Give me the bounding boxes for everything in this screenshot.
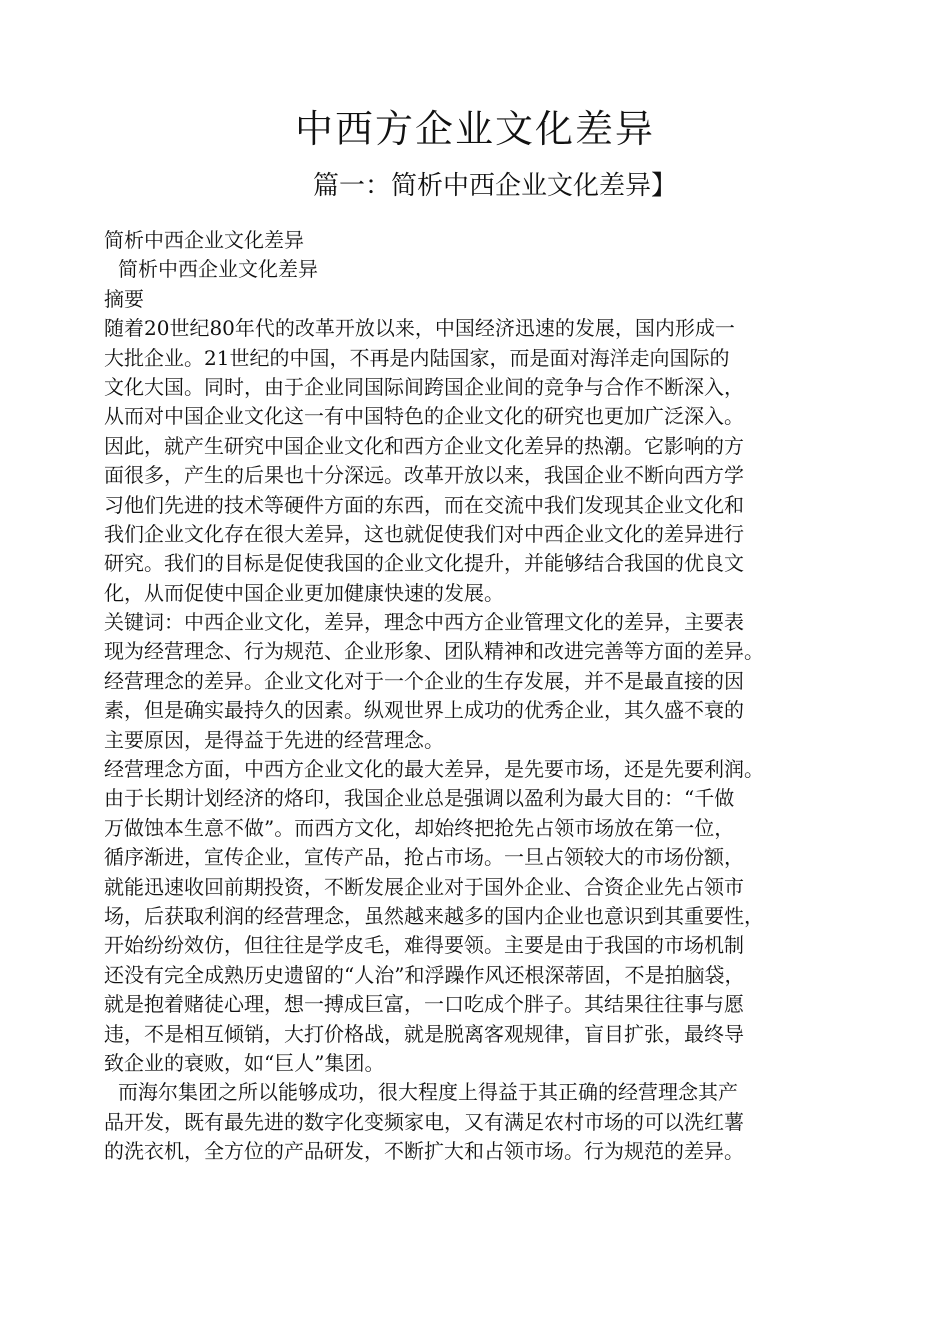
text-line: 我们企业文化存在很大差异，这也就促使我们对中西企业文化的差异进行	[104, 521, 744, 546]
text-line: 文化大国。同时，由于企业同国际间跨国企业间的竞争与合作不断深入，	[104, 374, 744, 399]
text-line: 研究。我们的目标是促使我国的企业文化提升，并能够结合我国的优良文	[104, 551, 744, 576]
text-line: 违，不是相互倾销，大打价格战，就是脱离客观规律，盲目扩张，最终导	[104, 1021, 744, 1046]
text-line: 场，后获取利润的经营理念，虽然越来越多的国内企业也意识到其重要性，	[104, 903, 764, 928]
text-line: 面很多，产生的后果也十分深远。改革开放以来，我国企业不断向西方学	[104, 463, 744, 488]
text-line: 简析中西企业文化差异	[118, 257, 318, 282]
text-line: 致企业的衰败，如“巨人”集团。	[104, 1050, 385, 1075]
text-line: 的洗衣机，全方位的产品研发，不断扩大和占领市场。行为规范的差异。	[104, 1139, 744, 1164]
text-line: 经营理念的差异。企业文化对于一个企业的生存发展，并不是最直接的因	[104, 668, 744, 693]
text-line: 品开发，既有最先进的数字化变频家电，又有满足农村市场的可以洗红薯	[104, 1109, 744, 1134]
text-line: 化，从而促使中国企业更加健康快速的发展。	[104, 580, 504, 605]
text-line: 从而对中国企业文化这一有中国特色的企业文化的研究也更加广泛深入。	[104, 404, 744, 429]
text-line: 简析中西企业文化差异	[104, 228, 304, 252]
text-line: 还没有完全成熟历史遗留的“人治”和浮躁作风还根深蒂固，不是拍脑袋，	[104, 962, 745, 987]
document-title: 中西方企业文化差异	[294, 107, 655, 151]
text-line: 经营理念方面，中西方企业文化的最大差异，是先要市场，还是先要利润。	[104, 757, 764, 782]
text-line: 开始纷纷效仿，但往往是学皮毛，难得要领。主要是由于我国的市场机制	[104, 933, 744, 958]
text-line: 因此，就产生研究中国企业文化和西方企业文化差异的热潮。它影响的方	[104, 433, 744, 458]
text-line: 关键词：中西企业文化，差异，理念中西方企业管理文化的差异，主要表	[104, 610, 744, 635]
document-subtitle: 篇一：简析中西企业文化差异】	[312, 171, 677, 201]
text-line: 随着20世纪80年代的改革开放以来，中国经济迅速的发展，国内形成一	[104, 316, 735, 341]
text-line: 现为经营理念、行为规范、企业形象、团队精神和改进完善等方面的差异。	[104, 639, 764, 664]
text-line: 就是抱着赌徒心理，想一搏成巨富，一口吃成个胖子。其结果往往事与愿	[104, 992, 744, 1017]
text-line: 习他们先进的技术等硬件方面的东西，而在交流中我们发现其企业文化和	[104, 492, 744, 517]
text-line: 素，但是确实最持久的因素。纵观世界上成功的优秀企业，其久盛不衰的	[104, 698, 744, 723]
text-line: 大批企业。21世纪的中国，不再是内陆国家，而是面对海洋走向国际的	[104, 345, 730, 370]
text-line: 而海尔集团之所以能够成功，很大程度上得益于其正确的经营理念其产	[118, 1080, 738, 1105]
document-body	[104, 226, 864, 1167]
text-line: 主要原因，是得益于先进的经营理念。	[104, 727, 444, 752]
text-line: 万做蚀本生意不做”。而西方文化，却始终把抢先占领市场放在第一位，	[104, 815, 735, 840]
text-line: 循序渐进，宣传企业，宣传产品，抢占市场。一旦占领较大的市场份额，	[104, 845, 744, 870]
text-line: 摘要	[104, 286, 144, 311]
text-line: 就能迅速收回前期投资，不断发展企业对于国外企业、合资企业先占领市	[104, 874, 744, 899]
text-line: 由于长期计划经济的烙印，我国企业总是强调以盈利为最大目的：“千做	[104, 786, 735, 811]
